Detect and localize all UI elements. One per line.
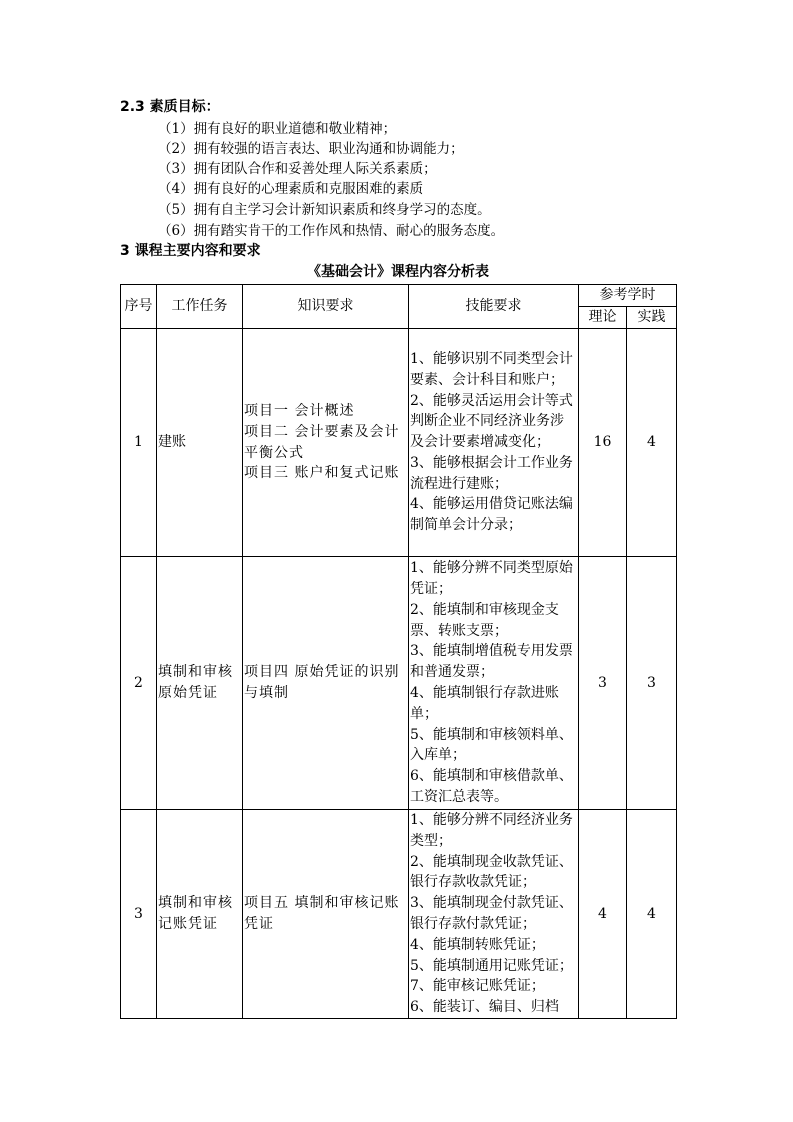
knowledge-item: 项目一 会计概述 — [244, 402, 355, 419]
section-3-title: 3 课程主要内容和要求 — [120, 243, 261, 259]
skill-item: 4、能够运用借贷记账法编制简单会计分录； — [410, 496, 573, 534]
table-row — [121, 557, 677, 810]
header-hours: 参考学时 — [579, 285, 677, 307]
knowledge-item: 项目五 填制和审核记账凭证 — [244, 895, 400, 932]
skill-item: 2、能填制和审核现金支票、转账支票； — [410, 601, 559, 639]
row-task: 建账 — [157, 329, 243, 557]
header-skill: 技能要求 — [409, 285, 579, 329]
knowledge-item: 项目三 账户和复式记账 — [244, 465, 400, 482]
skill-item: 3、能填制现金付款凭证、银行存款付款凭证； — [410, 895, 573, 932]
row-theory-hours: 3 — [579, 557, 627, 810]
skill-item: 3、能填制增值税专用发票和普通发票； — [410, 643, 573, 681]
knowledge-item: 项目二 会计要素及会计平衡公式 — [244, 423, 400, 461]
row-task: 填制和审核记账凭证 — [157, 810, 243, 1019]
row-knowledge — [243, 810, 409, 1019]
skill-item: 4、能填制银行存款进账单； — [410, 685, 559, 722]
quality-goal-2: （2）拥有较强的语言表达、职业沟通和协调能力； — [158, 141, 464, 157]
row-skills — [409, 557, 579, 810]
row-theory-hours: 4 — [579, 810, 627, 1019]
quality-goal-5: （5）拥有自主学习会计新知识素质和终身学习的态度。 — [158, 202, 491, 218]
row-skills — [409, 329, 579, 557]
row-practice-hours: 4 — [627, 810, 677, 1019]
skill-item: 1、能够识别不同类型会计要素、会计科目和账户； — [410, 350, 573, 388]
skill-item: 1、能够分辨不同类型原始凭证； — [410, 560, 573, 598]
skill-item: 6、能装订、编目、归档 — [410, 999, 559, 1016]
quality-goal-6: （6）拥有踏实肯干的工作作风和热情、耐心的服务态度。 — [158, 223, 505, 239]
row-practice-hours: 3 — [627, 557, 677, 810]
skill-item: 2、能够灵活运用会计等式判断企业不同经济业务涉及会计要素增减变化； — [410, 392, 573, 451]
row-no: 3 — [121, 810, 157, 1019]
quality-goal-1: （1）拥有良好的职业道德和敬业精神； — [158, 121, 397, 137]
row-skills — [409, 810, 579, 1019]
skill-item: 4、能填制转账凭证； — [410, 936, 545, 953]
table-row — [121, 329, 677, 557]
row-task: 填制和审核原始凭证 — [157, 557, 243, 810]
skill-item: 3、能够根据会计工作业务流程进行建账； — [410, 454, 573, 492]
row-no: 1 — [121, 329, 157, 557]
row-practice-hours: 4 — [627, 329, 677, 557]
header-no: 序号 — [121, 285, 157, 329]
knowledge-item: 项目四 原始凭证的识别与填制 — [244, 664, 400, 701]
header-knowledge: 知识要求 — [243, 285, 409, 329]
row-no: 2 — [121, 557, 157, 810]
table-header-row — [121, 285, 677, 307]
row-knowledge — [243, 329, 409, 557]
skill-item: 6、能填制和审核借款单、工资汇总表等。 — [410, 768, 573, 805]
row-theory-hours: 16 — [579, 329, 627, 557]
section-2-3-title: 2.3 素质目标： — [120, 99, 220, 115]
skill-item: 2、能填制现金收款凭证、银行存款收款凭证； — [410, 853, 573, 891]
header-practice: 实践 — [627, 307, 677, 329]
skill-item: 7、能审核记账凭证； — [410, 978, 545, 995]
header-task: 工作任务 — [157, 285, 243, 329]
quality-goal-4: （4）拥有良好的心理素质和克服困难的素质 — [158, 181, 424, 197]
table-caption: 《基础会计》课程内容分析表 — [307, 264, 489, 280]
row-knowledge — [243, 557, 409, 810]
skill-item: 5、能填制通用记账凭证； — [410, 957, 573, 974]
course-content-table — [120, 284, 677, 1019]
skill-item: 5、能填制和审核领料单、入库单； — [410, 726, 573, 764]
header-theory: 理论 — [579, 307, 627, 329]
skill-item: 1、能够分辨不同经济业务类型； — [410, 812, 573, 849]
quality-goal-3: （3）拥有团队合作和妥善处理人际关系素质； — [158, 161, 437, 177]
table-row — [121, 810, 677, 1019]
